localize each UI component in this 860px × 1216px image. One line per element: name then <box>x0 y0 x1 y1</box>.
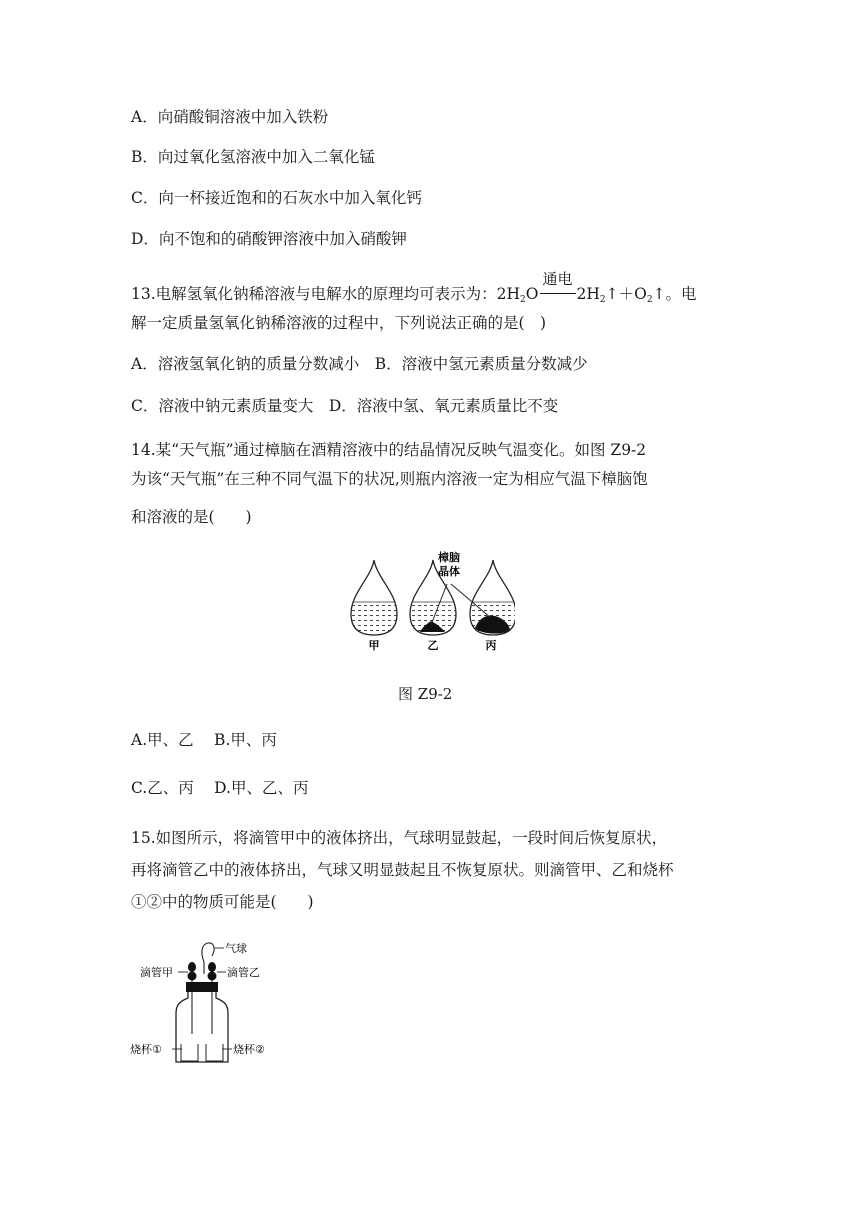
equation-condition: 通电 <box>542 270 573 288</box>
bottle-jia <box>351 560 397 635</box>
beaker-1-label: 烧杯① <box>130 1043 162 1056</box>
q13-stem-line1 <box>131 270 697 311</box>
q12-option-b: B．向过氧化氢溶液中加入二氧化锰 <box>131 148 375 166</box>
bottle-label-yi: 乙 <box>427 639 439 652</box>
beaker-2 <box>206 1044 223 1061</box>
q12-option-d: D．向不饱和的硝酸钾溶液中加入硝酸钾 <box>131 230 407 248</box>
apparatus-figure <box>128 936 288 1066</box>
dropper-jia <box>188 962 197 1034</box>
q15-stem-line1: 15.如图所示，将滴管甲中的液体挤出，气球明显鼓起，一段时间后恢复原状， <box>131 829 668 847</box>
dropper-yi <box>208 962 217 1034</box>
weather-bottle-figure <box>345 548 515 654</box>
bottle-bing <box>470 560 515 635</box>
crystal-label-2: 晶体 <box>438 565 460 578</box>
q15-stem-line3: ①②中的物质可能是( ) <box>131 893 314 911</box>
bottle-label-bing: 丙 <box>485 639 497 652</box>
equation: $2H_2O$ 通电 $2H_2↑+O_2↑$。电 <box>496 270 697 305</box>
q14-stem-line1: 14.某“天气瓶”通过樟脑在酒精溶液中的结晶情况反映气温变化。如图 Z9-2 <box>131 441 647 459</box>
q13-options-cd: C．溶液中钠元素质量变大 D．溶液中氢、氧元素质量比不变 <box>131 397 559 415</box>
dropper-jia-label: 滴管甲 <box>140 966 173 979</box>
q15-stem-line2: 再将滴管乙中的液体挤出，气球又明显鼓起且不恢复原状。则滴管甲、乙和烧杯 <box>131 861 674 879</box>
q13-stem-line2: 解一定质量氢氧化钠稀溶液的过程中，下列说法正确的是( ) <box>131 314 547 332</box>
q13-options-ab: A．溶液氢氧化钠的质量分数减小 B．溶液中氢元素质量分数减少 <box>131 355 588 373</box>
q13-prefix: 13.电解氢氧化钠稀溶液与电解水的原理均可表示为： <box>131 285 497 303</box>
figure-caption: 图 Z9-2 <box>398 685 453 703</box>
q14-stem-line3: 和溶液的是( ) <box>131 508 252 526</box>
q14-stem-line2: 为该“天气瓶”在三种不同气温下的状况,则瓶内溶液一定为相应气温下樟脑饱 <box>131 470 648 488</box>
q12-option-c: C．向一杯接近饱和的石灰水中加入氧化钙 <box>131 189 422 207</box>
bottle-label-jia: 甲 <box>368 639 380 652</box>
beaker-1 <box>181 1044 198 1061</box>
crystal-label-1: 樟脑 <box>438 551 460 564</box>
q14-options-ab: A.甲、乙 B.甲、丙 <box>131 731 277 749</box>
balloon-label: 气球 <box>225 942 247 955</box>
q14-options-cd: C.乙、丙 D.甲、乙、丙 <box>131 779 309 797</box>
dropper-yi-label: 滴管乙 <box>227 966 260 979</box>
q12-option-a: A．向硝酸铜溶液中加入铁粉 <box>131 108 329 126</box>
beaker-2-label: 烧杯② <box>233 1043 265 1056</box>
